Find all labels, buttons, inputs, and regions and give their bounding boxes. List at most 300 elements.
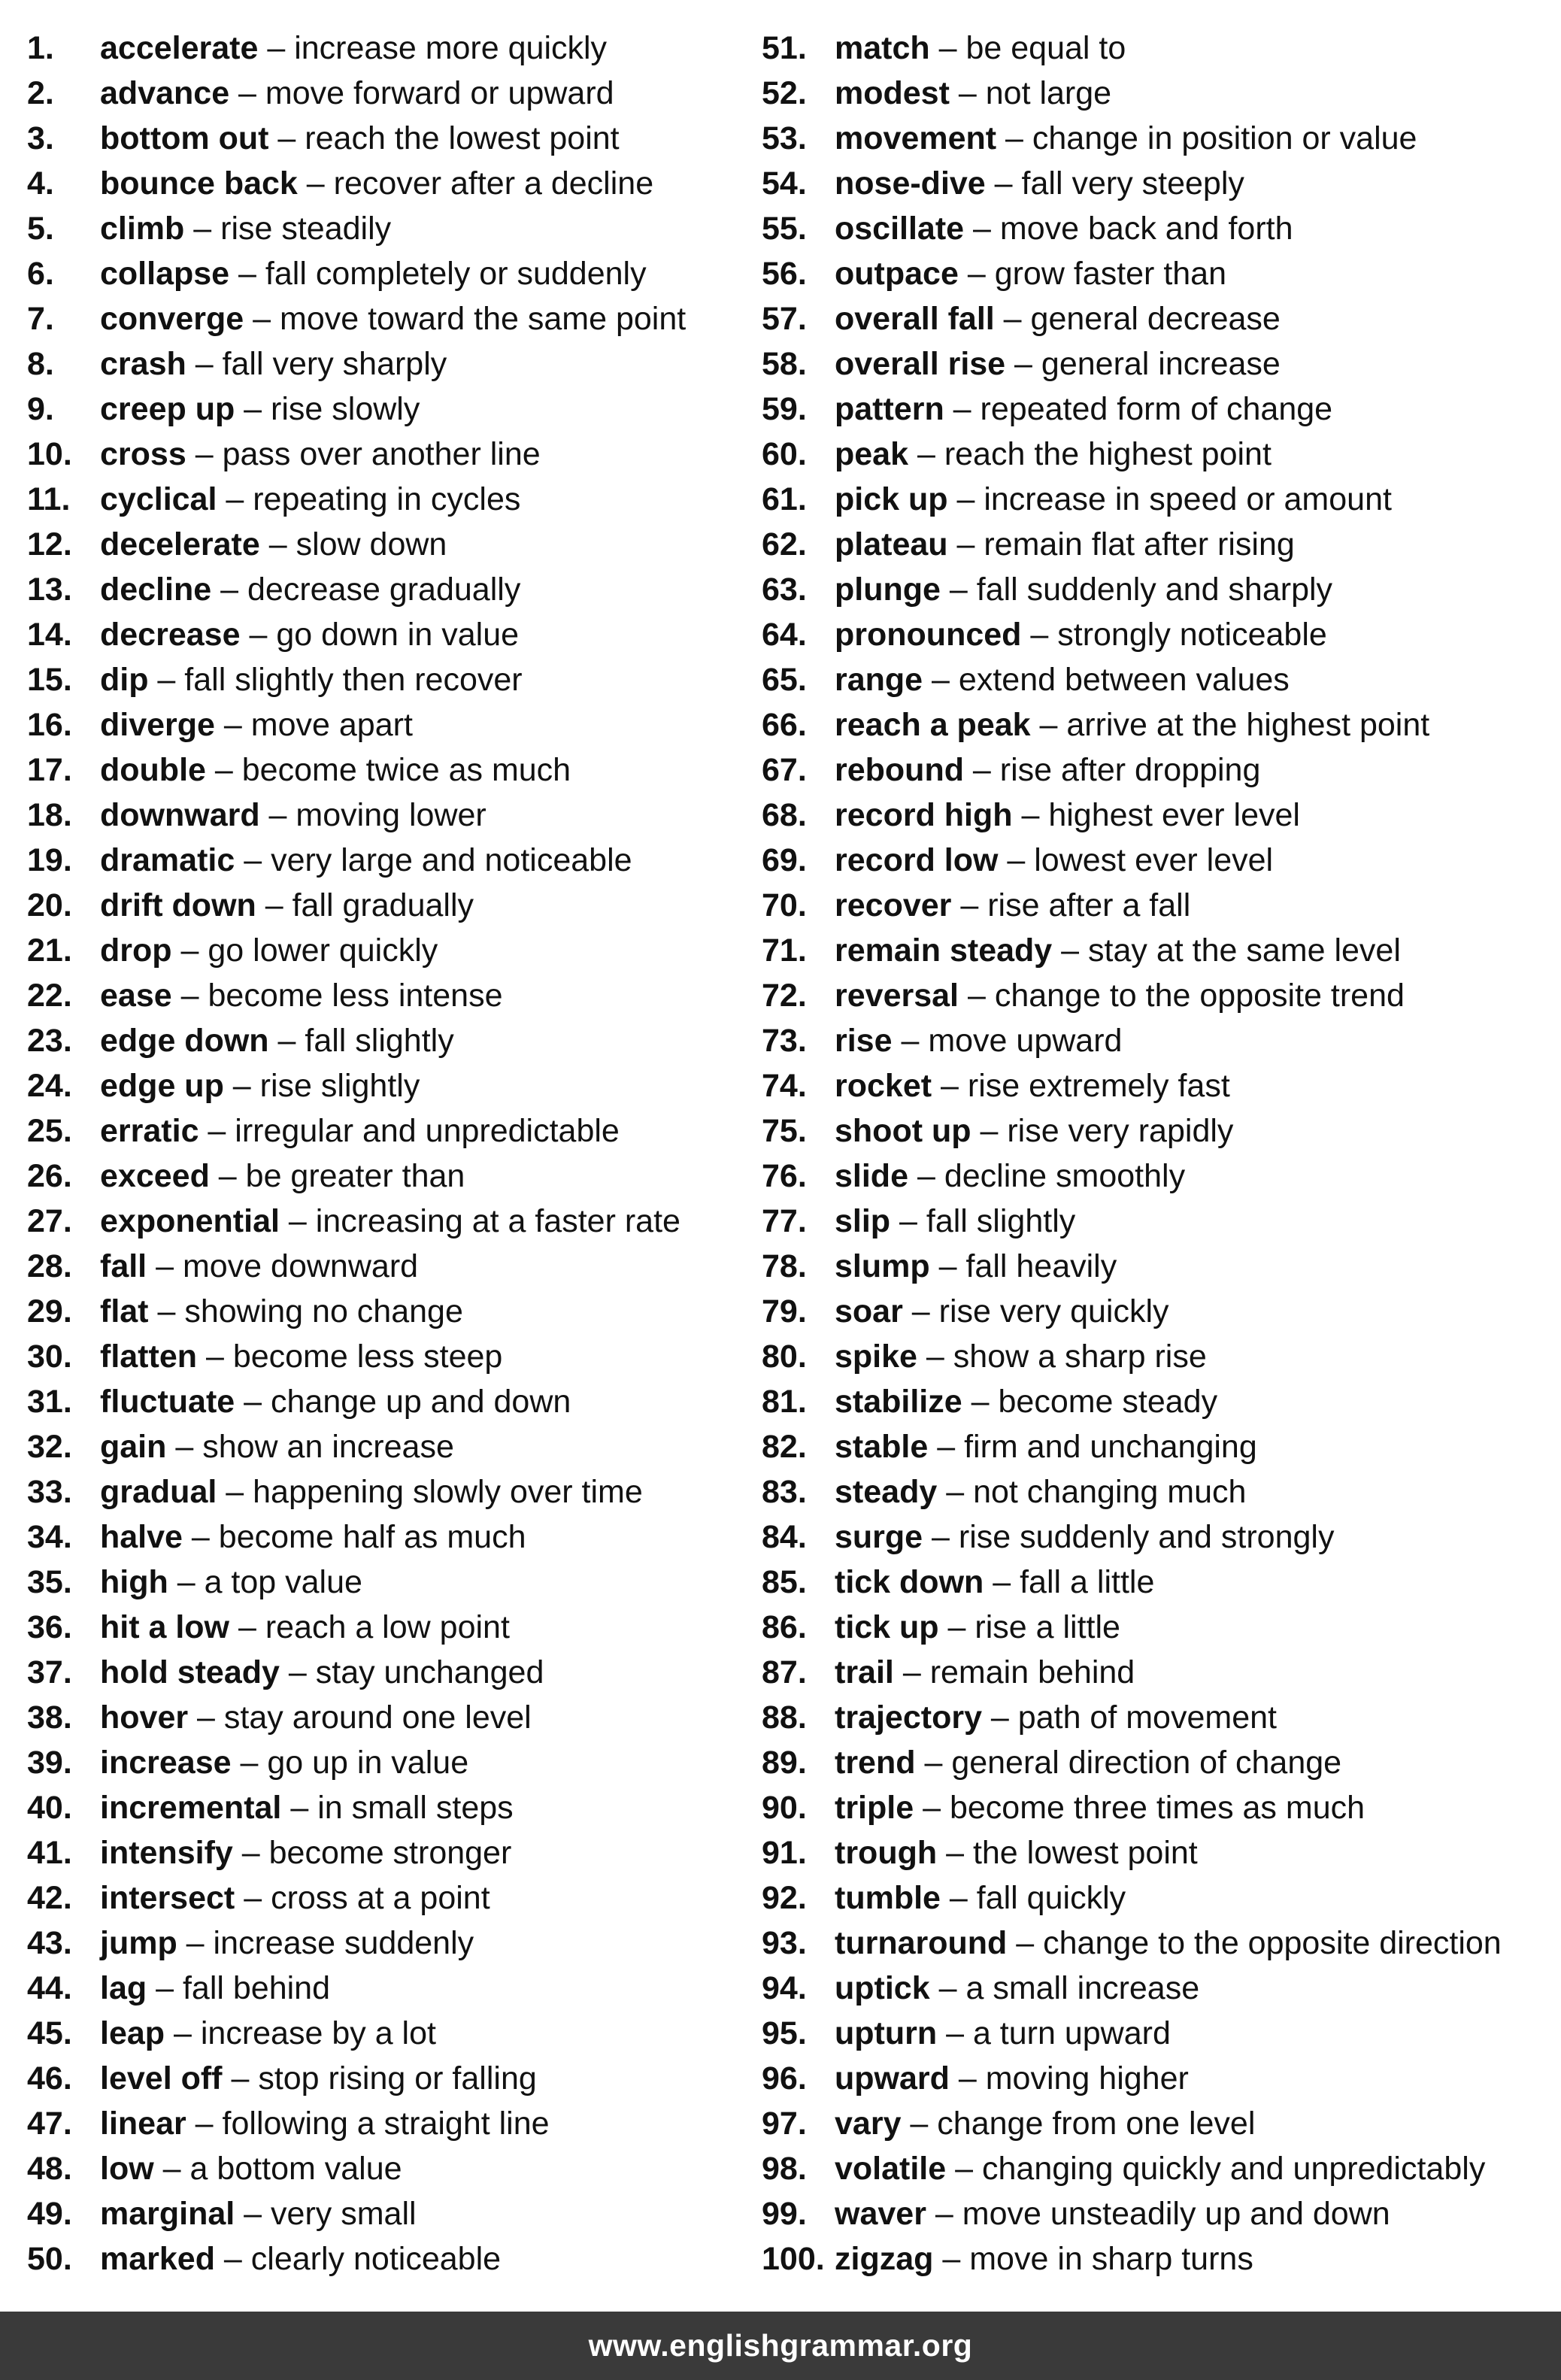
entry-number: 2.: [27, 75, 54, 111]
vocabulary-entry: [27, 164, 749, 209]
vocabulary-entry: [27, 796, 749, 841]
entry-number: 37.: [27, 1654, 72, 1690]
entry-number: 60.: [762, 436, 807, 472]
entry-term: nose-dive: [835, 165, 986, 202]
entry-definition: show a sharp rise: [953, 1339, 1207, 1375]
entry-number: 78.: [762, 1248, 807, 1284]
vocabulary-entry: [27, 299, 749, 344]
entry-term: triple: [835, 1790, 914, 1826]
entry-separator: –: [893, 1654, 930, 1690]
entry-term: range: [835, 662, 923, 698]
entry-term: drop: [100, 932, 172, 969]
entry-separator: –: [217, 481, 253, 517]
entry-definition: cross at a point: [271, 1880, 490, 1916]
entry-separator: –: [949, 2060, 986, 2097]
entry-term: rebound: [835, 752, 964, 788]
website-url[interactable]: www.englishgrammar.org: [588, 2328, 973, 2363]
entry-term: rocket: [835, 1068, 932, 1104]
entry-separator: –: [186, 346, 223, 382]
vocabulary-entry: [27, 1157, 749, 1202]
entry-definition: moving lower: [296, 797, 486, 833]
entry-number: 30.: [27, 1339, 72, 1375]
entry-term: downward: [100, 797, 260, 833]
entry-term: outpace: [835, 256, 959, 292]
entry-separator: –: [199, 1113, 235, 1149]
entry-term: incremental: [100, 1790, 282, 1826]
entry-separator: –: [923, 1519, 959, 1555]
entry-separator: –: [940, 572, 977, 608]
vocabulary-entry: [762, 1337, 1555, 1382]
vocabulary-entry: [27, 1969, 749, 2014]
entry-definition: a bottom value: [189, 2151, 402, 2187]
entry-definition: increase more quickly: [294, 30, 608, 66]
entry-separator: –: [281, 1790, 318, 1826]
vocabulary-entry: [762, 1517, 1555, 1563]
entry-number: 35.: [27, 1564, 72, 1600]
entry-number: 79.: [762, 1293, 807, 1329]
vocabulary-entry: [27, 2104, 749, 2149]
entry-separator: –: [923, 662, 959, 698]
entry-number: 76.: [762, 1158, 807, 1194]
entry-number: 27.: [27, 1203, 72, 1239]
entry-number: 65.: [762, 662, 807, 698]
entry-separator: –: [946, 2151, 982, 2187]
entry-separator: –: [947, 526, 984, 562]
entry-term: steady: [835, 1474, 938, 1510]
entry-term: edge up: [100, 1068, 224, 1104]
entry-number: 70.: [762, 887, 807, 923]
entry-number: 9.: [27, 391, 54, 427]
entry-definition: show an increase: [202, 1429, 454, 1465]
vocabulary-entry: [27, 660, 749, 705]
vocabulary-entry: [762, 1743, 1555, 1788]
entry-term: cross: [100, 436, 186, 472]
entry-number: 25.: [27, 1113, 72, 1149]
entry-term: jump: [100, 1925, 177, 1961]
entry-term: ease: [100, 978, 172, 1014]
entry-definition: very small: [271, 2196, 417, 2232]
entry-separator: –: [962, 1384, 999, 1420]
entry-definition: fall a little: [1020, 1564, 1155, 1600]
entry-number: 83.: [762, 1474, 807, 1510]
entry-definition: decline smoothly: [944, 1158, 1186, 1194]
vocabulary-entry: [27, 931, 749, 976]
vocabulary-entry: [762, 29, 1555, 74]
entry-definition: recover after a decline: [333, 165, 654, 202]
vocabulary-entry: [762, 796, 1555, 841]
entry-definition: rise very quickly: [938, 1293, 1169, 1329]
entry-term: accelerate: [100, 30, 259, 66]
entry-term: edge down: [100, 1023, 269, 1059]
entry-separator: –: [244, 301, 280, 337]
entry-number: 33.: [27, 1474, 72, 1510]
entry-separator: –: [964, 211, 1000, 247]
entry-term: diverge: [100, 707, 215, 743]
entry-separator: –: [929, 1970, 966, 2006]
vocabulary-entry: [762, 74, 1555, 119]
entry-number: 11.: [27, 481, 71, 517]
vocabulary-entry: [27, 1472, 749, 1517]
vocabulary-entry: [27, 1788, 749, 1833]
vocabulary-entry: [762, 1157, 1555, 1202]
entry-definition: highest ever level: [1048, 797, 1300, 833]
entry-number: 10.: [27, 436, 72, 472]
entry-separator: –: [188, 1699, 224, 1736]
entry-definition: general decrease: [1030, 301, 1281, 337]
vocabulary-entry: [27, 1292, 749, 1337]
entry-number: 85.: [762, 1564, 807, 1600]
entry-term: crash: [100, 346, 186, 382]
entry-separator: –: [279, 1203, 316, 1239]
entry-definition: become twice as much: [241, 752, 571, 788]
entry-separator: –: [197, 1339, 233, 1375]
entry-number: 95.: [762, 2015, 807, 2051]
entry-separator: –: [231, 1745, 268, 1781]
entry-number: 21.: [27, 932, 72, 969]
entry-number: 75.: [762, 1113, 807, 1149]
entry-number: 20.: [27, 887, 72, 923]
entry-number: 91.: [762, 1835, 807, 1871]
vocabulary-entry: [762, 1021, 1555, 1066]
entry-separator: –: [211, 572, 247, 608]
vocabulary-entry: [27, 1698, 749, 1743]
entry-number: 73.: [762, 1023, 807, 1059]
vocabulary-list-right: [762, 29, 1555, 2284]
vocabulary-entry: [27, 1653, 749, 1698]
entry-number: 88.: [762, 1699, 807, 1736]
entry-number: 96.: [762, 2060, 807, 2097]
entry-term: overall rise: [835, 346, 1006, 382]
entry-number: 23.: [27, 1023, 72, 1059]
entry-number: 74.: [762, 1068, 807, 1104]
entry-number: 62.: [762, 526, 807, 562]
entry-number: 7.: [27, 301, 54, 337]
vocabulary-entry: [762, 1698, 1555, 1743]
vocabulary-entry: [762, 435, 1555, 480]
entry-separator: –: [235, 2196, 271, 2232]
vocabulary-entry: [762, 1788, 1555, 1833]
vocabulary-entry: [762, 1292, 1555, 1337]
entry-number: 42.: [27, 1880, 72, 1916]
entry-definition: become steady: [998, 1384, 1218, 1420]
vocabulary-entry: [762, 841, 1555, 886]
entry-term: linear: [100, 2106, 186, 2142]
entry-separator: –: [890, 1203, 926, 1239]
entry-separator: –: [984, 1564, 1020, 1600]
entry-number: 16.: [27, 707, 72, 743]
entry-definition: move apart: [250, 707, 413, 743]
entry-term: uptick: [835, 1970, 930, 2006]
vocabulary-entry: [762, 209, 1555, 254]
entry-separator: –: [928, 1429, 965, 1465]
entry-definition: move in sharp turns: [969, 2241, 1253, 2277]
entry-term: upward: [835, 2060, 950, 2097]
entry-definition: change up and down: [271, 1384, 571, 1420]
entry-definition: change in position or value: [1032, 120, 1417, 156]
entry-number: 67.: [762, 752, 807, 788]
entry-separator: –: [240, 617, 277, 653]
entry-term: exceed: [100, 1158, 210, 1194]
entry-separator: –: [892, 1023, 929, 1059]
entry-separator: –: [222, 2060, 259, 2097]
entry-term: high: [100, 1564, 168, 1600]
vocabulary-entry: [762, 2149, 1555, 2194]
entry-definition: grow faster than: [994, 256, 1227, 292]
entry-number: 63.: [762, 572, 807, 608]
vocabulary-list-left: [27, 29, 749, 2284]
entry-term: modest: [835, 75, 950, 111]
vocabulary-entry: [27, 1021, 749, 1066]
entry-separator: –: [1012, 797, 1049, 833]
entry-definition: fall heavily: [965, 1248, 1117, 1284]
entry-number: 12.: [27, 526, 72, 562]
entry-term: flat: [100, 1293, 149, 1329]
entry-separator: –: [168, 1564, 205, 1600]
vocabulary-entry: [27, 74, 749, 119]
entry-term: remain steady: [835, 932, 1053, 969]
entry-term: record low: [835, 842, 999, 878]
entry-definition: remain behind: [929, 1654, 1135, 1690]
vocabulary-entry: [27, 390, 749, 435]
entry-term: decrease: [100, 617, 241, 653]
entry-separator: –: [1005, 346, 1041, 382]
vocabulary-entry: [27, 1066, 749, 1111]
vocabulary-entry: [762, 931, 1555, 976]
entry-separator: –: [232, 1835, 269, 1871]
vocabulary-entry: [762, 750, 1555, 796]
entry-number: 46.: [27, 2060, 72, 2097]
entry-definition: fall behind: [182, 1970, 330, 2006]
entry-term: collapse: [100, 256, 230, 292]
entry-separator: –: [944, 391, 981, 427]
entry-term: shoot up: [835, 1113, 971, 1149]
entry-definition: fall slightly then recover: [184, 662, 523, 698]
entry-term: cyclical: [100, 481, 217, 517]
entry-number: 98.: [762, 2151, 807, 2187]
entry-term: stabilize: [835, 1384, 962, 1420]
entry-term: trajectory: [835, 1699, 982, 1736]
entry-definition: increase suddenly: [213, 1925, 474, 1961]
entry-term: volatile: [835, 2151, 947, 2187]
entry-definition: irregular and unpredictable: [235, 1113, 620, 1149]
entry-term: pronounced: [835, 617, 1022, 653]
entry-definition: extend between values: [958, 662, 1290, 698]
entry-definition: increasing at a faster rate: [315, 1203, 680, 1239]
entry-number: 86.: [762, 1609, 807, 1645]
entry-term: fall: [100, 1248, 147, 1284]
entry-separator: –: [951, 887, 988, 923]
entry-term: match: [835, 30, 930, 66]
entry-definition: arrive at the highest point: [1066, 707, 1430, 743]
entry-number: 100.: [762, 2241, 825, 2277]
entry-number: 8.: [27, 346, 54, 382]
entry-definition: change from one level: [937, 2106, 1256, 2142]
entry-number: 69.: [762, 842, 807, 878]
entry-term: tumble: [835, 1880, 941, 1916]
vocabulary-entry: [27, 480, 749, 525]
entry-number: 31.: [27, 1384, 72, 1420]
entry-number: 84.: [762, 1519, 807, 1555]
entry-term: hold steady: [100, 1654, 280, 1690]
entry-number: 6.: [27, 256, 54, 292]
entry-definition: changing quickly and unpredictably: [981, 2151, 1486, 2187]
vocabulary-entry: [27, 1563, 749, 1608]
entry-number: 49.: [27, 2196, 72, 2232]
entry-term: drift down: [100, 887, 256, 923]
entry-separator: –: [996, 120, 1032, 156]
entry-term: converge: [100, 301, 244, 337]
entry-separator: –: [166, 1429, 203, 1465]
entry-separator: –: [947, 481, 984, 517]
entry-term: trail: [835, 1654, 894, 1690]
vocabulary-entry: [762, 570, 1555, 615]
vocabulary-entry: [762, 1247, 1555, 1292]
entry-number: 5.: [27, 211, 54, 247]
entry-number: 64.: [762, 617, 807, 653]
entry-term: bounce back: [100, 165, 298, 202]
entry-number: 68.: [762, 797, 807, 833]
entry-term: rise: [835, 1023, 893, 1059]
entry-term: slide: [835, 1158, 908, 1194]
entry-definition: move forward or upward: [265, 75, 614, 111]
entry-definition: rise steadily: [220, 211, 392, 247]
vocabulary-entry: [762, 254, 1555, 299]
vocabulary-entry: [27, 1608, 749, 1653]
vocabulary-entry: [762, 1563, 1555, 1608]
entry-number: 80.: [762, 1339, 807, 1375]
entry-definition: fall very sharply: [222, 346, 447, 382]
entry-term: hover: [100, 1699, 189, 1736]
entry-term: dramatic: [100, 842, 235, 878]
entry-definition: showing no change: [184, 1293, 463, 1329]
vocabulary-entry: [27, 2239, 749, 2284]
entry-term: reversal: [835, 978, 959, 1014]
entry-term: upturn: [835, 2015, 938, 2051]
entry-separator: –: [917, 1339, 953, 1375]
entry-number: 81.: [762, 1384, 807, 1420]
entry-number: 17.: [27, 752, 72, 788]
vocabulary-entry: [27, 2014, 749, 2059]
entry-term: oscillate: [835, 211, 965, 247]
vocabulary-entry: [27, 1743, 749, 1788]
entry-definition: rise after a fall: [987, 887, 1191, 923]
entry-separator: –: [217, 1474, 253, 1510]
entry-number: 72.: [762, 978, 807, 1014]
entry-term: stable: [835, 1429, 929, 1465]
entry-separator: –: [963, 752, 1000, 788]
entry-number: 14.: [27, 617, 72, 653]
entry-number: 94.: [762, 1970, 807, 2006]
vocabulary-entry: [27, 1833, 749, 1878]
entry-definition: fall very steeply: [1021, 165, 1244, 202]
entry-definition: be equal to: [965, 30, 1126, 66]
entry-number: 18.: [27, 797, 72, 833]
vocabulary-entry: [762, 2194, 1555, 2239]
entry-separator: –: [235, 842, 271, 878]
entry-definition: move upward: [928, 1023, 1123, 1059]
entry-term: fluctuate: [100, 1384, 235, 1420]
vocabulary-entry: [762, 2059, 1555, 2104]
entry-definition: become less steep: [232, 1339, 503, 1375]
entry-term: gain: [100, 1429, 167, 1465]
entry-definition: the lowest point: [972, 1835, 1198, 1871]
vocabulary-entry: [762, 2239, 1555, 2284]
vocabulary-entry: [27, 1517, 749, 1563]
entry-number: 58.: [762, 346, 807, 382]
vocabulary-entry: [762, 1878, 1555, 1924]
vocabulary-entry: [762, 2104, 1555, 2149]
entry-separator: –: [268, 1023, 305, 1059]
vocabulary-entry: [762, 1066, 1555, 1111]
entry-separator: –: [229, 75, 265, 111]
entry-term: plateau: [835, 526, 948, 562]
entry-separator: –: [235, 1880, 271, 1916]
entry-number: 59.: [762, 391, 807, 427]
entry-term: waver: [835, 2196, 926, 2232]
entry-number: 38.: [27, 1699, 72, 1736]
entry-definition: be greater than: [245, 1158, 465, 1194]
vocabulary-entry: [762, 1969, 1555, 2014]
vocabulary-entry: [27, 435, 749, 480]
entry-number: 15.: [27, 662, 72, 698]
entry-separator: –: [1030, 707, 1067, 743]
entry-separator: –: [985, 165, 1022, 202]
footer-bar: [0, 2312, 1561, 2380]
entry-separator: –: [148, 662, 185, 698]
vocabulary-entry: [27, 344, 749, 390]
entry-term: record high: [835, 797, 1013, 833]
entry-separator: –: [171, 978, 208, 1014]
entry-number: 97.: [762, 2106, 807, 2142]
entry-term: slump: [835, 1248, 930, 1284]
vocabulary-entry: [27, 2059, 749, 2104]
entry-term: plunge: [835, 572, 941, 608]
entry-separator: –: [147, 1248, 183, 1284]
entry-definition: fall slightly: [305, 1023, 454, 1059]
entry-definition: move downward: [182, 1248, 419, 1284]
vocabulary-entry: [27, 29, 749, 74]
entry-term: turnaround: [835, 1925, 1008, 1961]
vocabulary-entry: [27, 1247, 749, 1292]
entry-definition: change to the opposite direction: [1043, 1925, 1502, 1961]
entry-separator: –: [259, 797, 296, 833]
entry-number: 87.: [762, 1654, 807, 1690]
entry-number: 53.: [762, 120, 807, 156]
entry-number: 41.: [27, 1835, 72, 1871]
entry-separator: –: [1007, 1925, 1044, 1961]
entry-definition: go up in value: [267, 1745, 469, 1781]
entry-definition: rise after dropping: [999, 752, 1261, 788]
entry-definition: reach a low point: [265, 1609, 510, 1645]
entry-definition: fall suddenly and sharply: [976, 572, 1333, 608]
entry-separator: –: [959, 978, 995, 1014]
entry-definition: become less intense: [208, 978, 503, 1014]
entry-term: flatten: [100, 1339, 197, 1375]
vocabulary-entry: [27, 1382, 749, 1427]
entry-term: reach a peak: [835, 707, 1031, 743]
entry-term: lag: [100, 1970, 147, 2006]
entry-number: 55.: [762, 211, 807, 247]
vocabulary-entry: [27, 1337, 749, 1382]
entry-separator: –: [929, 1248, 966, 1284]
entry-number: 54.: [762, 165, 807, 202]
entry-separator: –: [205, 752, 242, 788]
vocabulary-entry: [27, 1924, 749, 1969]
entry-separator: –: [937, 1474, 974, 1510]
entry-term: erratic: [100, 1113, 199, 1149]
vocabulary-entry: [762, 1924, 1555, 1969]
entry-definition: become three times as much: [949, 1790, 1365, 1826]
